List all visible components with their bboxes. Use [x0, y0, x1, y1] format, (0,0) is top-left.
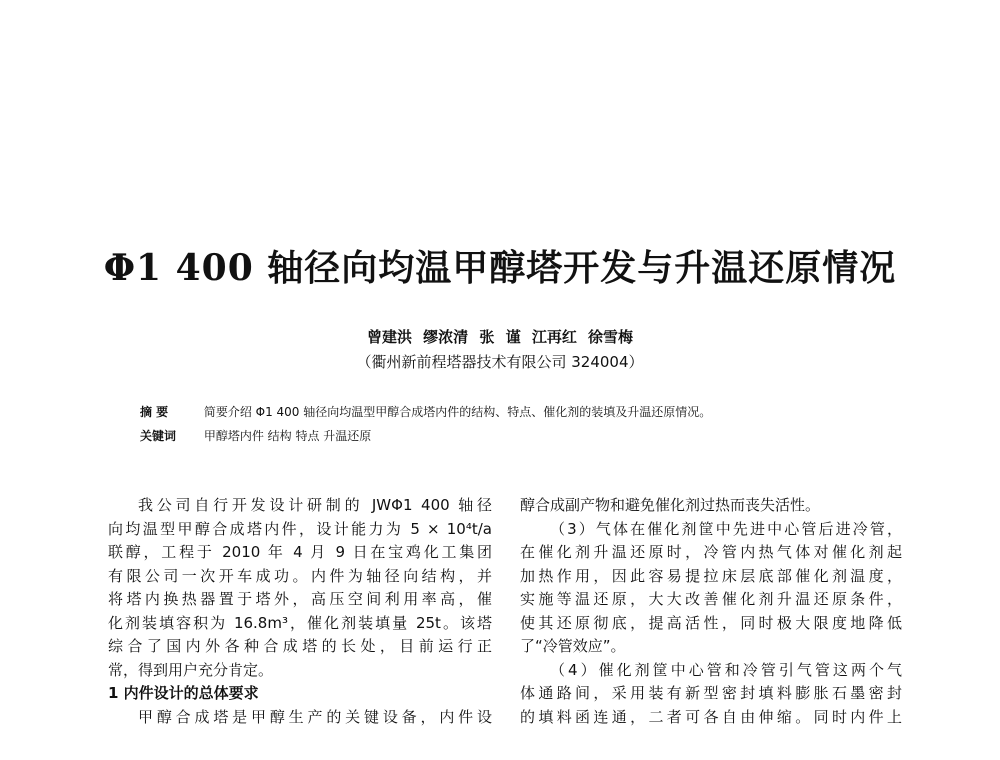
abstract: [140, 403, 711, 420]
abstract-text: 简要介绍 Φ1 400 轴径向均温型甲醇合成塔内件的结构、特点、催化剂的装填及升温还原情况。: [203, 405, 712, 419]
paragraph-line: 向均温型甲醇合成塔内件，设计能力为 5 × 10⁴t/a: [108, 519, 492, 538]
paragraph-line: （4）催化剂筐中心管和冷管引气管这两个气: [550, 660, 902, 679]
paragraph-line: 化剂装填容积为 16.8m³，催化剂装填量 25t。该塔: [108, 613, 492, 632]
paragraph-line: 实施等温还原，大大改善催化剂升温还原条件，: [520, 590, 902, 608]
paragraph-line: 常，得到用户充分肯定。: [108, 660, 274, 679]
paragraph-line: 联醇，工程于 2010 年 4 月 9 日在宝鸡化工集团: [108, 543, 492, 561]
author-list: 曾建洪 缪浓清 张 谨 江再红 徐雪梅: [366, 328, 634, 346]
paragraph-line: 使其还原彻底，提高活性，同时极大限度地降低: [520, 613, 902, 632]
paragraph-line: 加热作用，因此容易提拉床层底部催化剂温度，: [520, 566, 902, 585]
keywords: [140, 427, 371, 444]
paragraph-line: 将塔内换热器置于塔外，高压空间利用率高，催: [108, 590, 492, 608]
abstract-label: 摘 要: [140, 405, 169, 419]
paragraph-line: 体通路间，采用装有新型密封填料膨胀石墨密封: [520, 684, 902, 702]
paragraph-line: 在催化剂升温还原时，冷管内热气体对催化剂起: [520, 543, 902, 561]
section-heading: 1 内件设计的总体要求: [108, 684, 259, 702]
paragraph-line: 综合了国内外各种合成塔的长处，目前运行正: [108, 637, 492, 655]
paragraph-line: 了“冷管效应”。: [520, 637, 626, 655]
paragraph-line: 的填料函连通，二者可各自由伸缩。同时内件上: [520, 707, 902, 726]
paragraph-line: 醇合成副产物和避免催化剂过热而丧失活性。: [520, 496, 821, 514]
body-column-left: [108, 494, 492, 729]
paragraph-line: 我公司自行开发设计研制的 JWΦ1 400 轴径: [138, 496, 492, 514]
keywords-text: 甲醇塔内件 结构 特点 升温还原: [203, 429, 372, 443]
paragraph-line: 有限公司一次开车成功。内件为轴径向结构，并: [108, 566, 492, 585]
body-column-right: [520, 494, 902, 729]
affiliation: （衢州新前程塔器技术有限公司 324004）: [356, 353, 644, 371]
paper-title: Φ1 400 轴径向均温甲醇塔开发与升温还原情况: [103, 247, 897, 289]
paragraph-line: 甲醇合成塔是甲醇生产的关键设备，内件设: [138, 707, 492, 726]
paragraph-line: （3）气体在催化剂筐中先进中心管后进冷管，: [550, 519, 902, 538]
keywords-label: 关键词: [140, 429, 177, 443]
